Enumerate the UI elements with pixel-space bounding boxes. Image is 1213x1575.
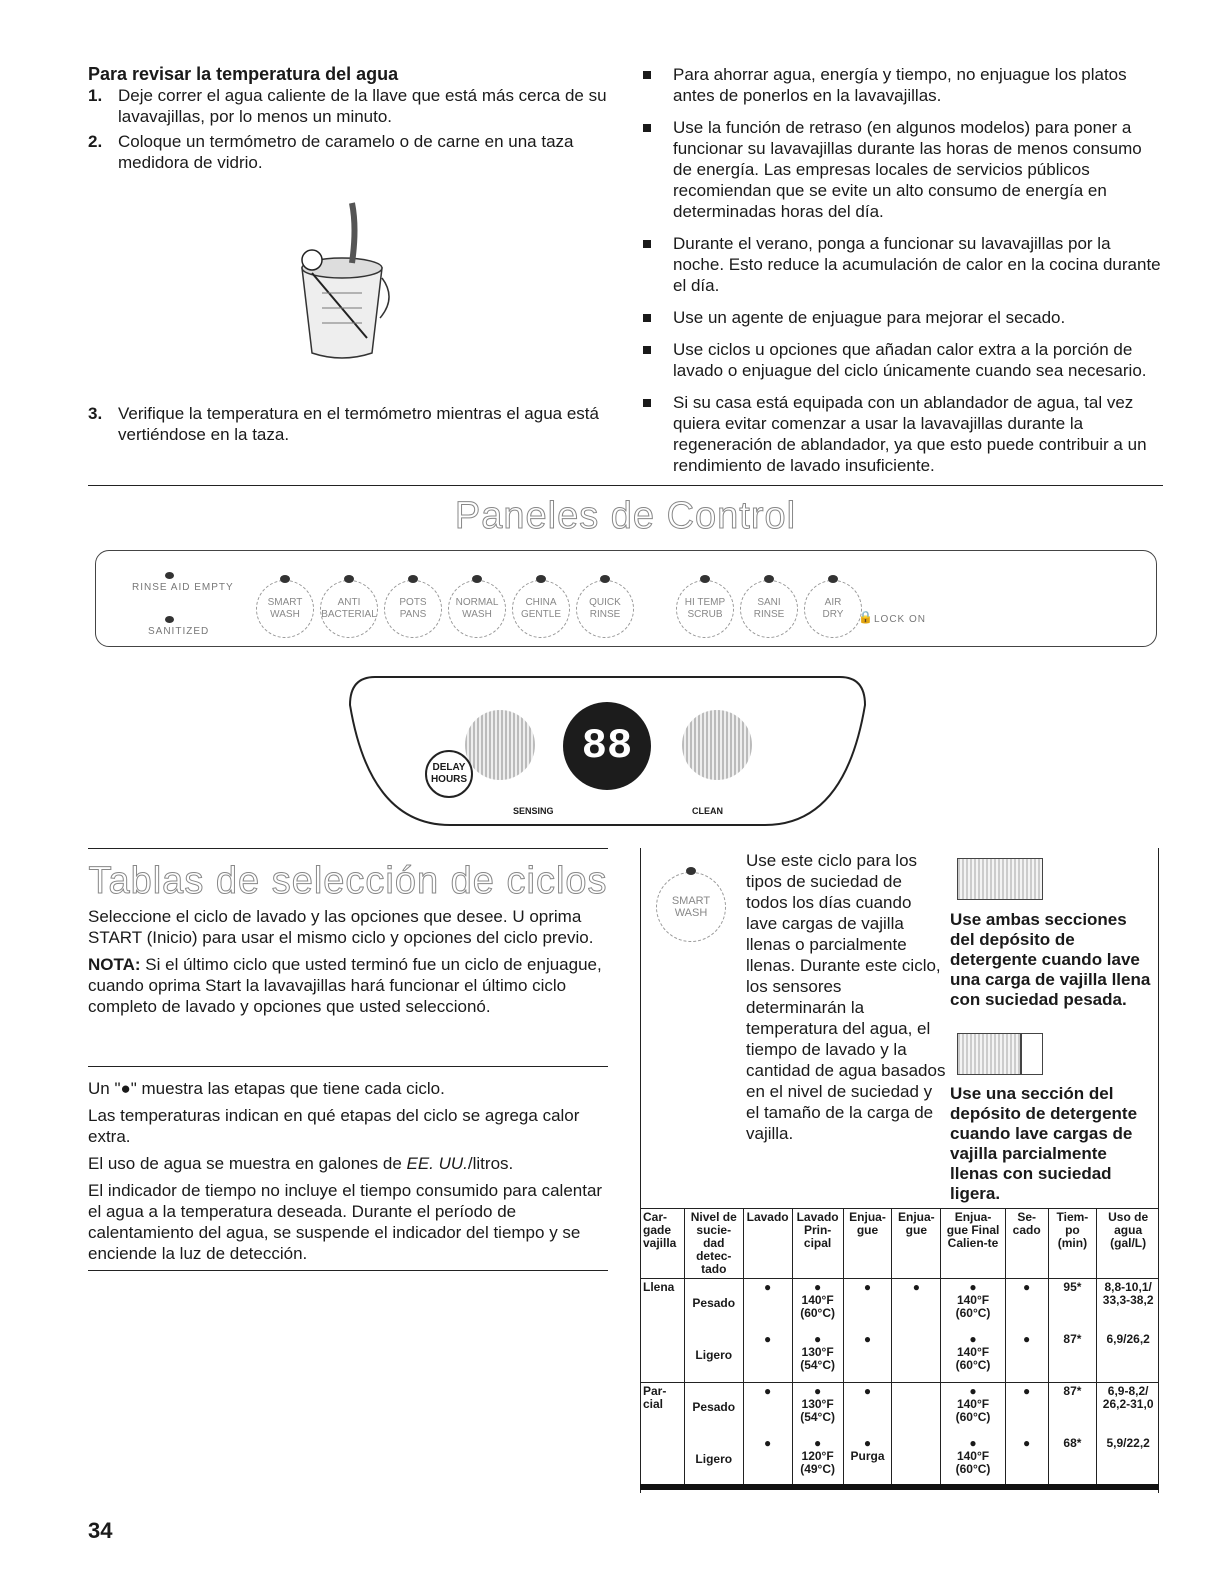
- lock-icon: 🔒: [858, 610, 873, 624]
- cancel-button[interactable]: [682, 710, 752, 780]
- cycle-tables-notes: Un "●" muestra las etapas que tiene cada ciclo. Las temperaturas indican en qué etapas del ciclo se agrega calor extra. El uso de agua se muestra en galones de EE. UU./litros. El indicador de tiempo no incluye el tiempo consumido para calentar el agua a la temperatura deseada. Durante el período de calentamiento del agua, se suspende el indicador del tiempo y se enciende la luz de detección.: [88, 1079, 603, 1263]
- one-section-note: Use una sección del depósito de detergente cuando lave cargas de vajilla parcialmente llenas con suciedad ligera.: [950, 1084, 1138, 1203]
- sanitized-label: SANITIZED: [148, 626, 210, 637]
- table-header-row: Car-gade vajilla Nivel de sucie-dad detec-tado Lavado Lavado Prin-cipal Enjua-gue Enjua-gue Enjua-gue Final Calien-te Se-cado Tiem-po (min) Uso de agua (gal/L): [640, 1209, 1159, 1279]
- tip-item: Use ciclos u opciones que añadan calor extra a la porción de lavado o enjuague del ciclo únicamente cuando sea necesario.: [637, 339, 1162, 381]
- step-1: 1. Deje correr el agua caliente de la llave que está más cerca de su lavavajillas, por lo menos un minuto.: [88, 86, 607, 126]
- normal-wash-button[interactable]: NORMAL WASH: [448, 580, 506, 638]
- lock-on-label: LOCK ON: [874, 614, 927, 625]
- step-3: 3. Verifique la temperatura en el termómetro mientras el agua está vertiéndose en la taza.: [88, 404, 599, 444]
- quick-rinse-button[interactable]: QUICK RINSE: [576, 580, 634, 638]
- cycle-table: [640, 1208, 1159, 1490]
- both-sections-note: Use ambas secciones del depósito de detergente cuando lave una carga de vajilla llena con suciedad pesada.: [950, 910, 1151, 1009]
- divider: [88, 1270, 608, 1271]
- clean-label: CLEAN: [692, 806, 723, 816]
- detergent-one-icon: [957, 1033, 1021, 1075]
- tip-item: Si su casa está equipada con un ablandador de agua, tal vez quiera evitar comenzar a usar la lavavajillas durante la regeneración de ablandador, ya que esto puede contribuir a un rendimiento de lavado insuficiente.: [637, 392, 1162, 476]
- sensing-label: SENSING: [513, 806, 554, 816]
- hi-temp-scrub-button[interactable]: HI TEMP SCRUB: [676, 580, 734, 638]
- divider: [88, 1066, 608, 1067]
- rinse-aid-indicator: [165, 572, 174, 579]
- step-2: 2. Coloque un termómetro de caramelo o de carne en una taza medidora de vidrio.: [88, 132, 574, 172]
- nota: NOTA: Si el último ciclo que usted terminó fue un ciclo de enjuague, cuando oprima Start la lavavajillas hará funcionar el último ciclo completo de lavado y opciones que usted seleccionó.: [88, 955, 602, 1016]
- detergent-both-icon: [957, 858, 1043, 900]
- sanitized-indicator: [165, 616, 174, 623]
- air-dry-button[interactable]: AIR DRY: [804, 580, 862, 638]
- tips-list: [637, 64, 1162, 487]
- control-panel-title: Paneles de Control: [454, 495, 797, 537]
- divider: [88, 848, 608, 849]
- water-temp-section: [88, 64, 608, 173]
- table-row: Llena Pesado ● ● 140°F (60°C) ● ● ● 140°F (60°C) ● 95* 8,8-10,1/ 33,3-38,2: [640, 1279, 1159, 1331]
- water-temp-heading: Para revisar la temperatura del agua: [88, 64, 399, 84]
- cycle-tables-title: Tablas de selección de ciclos: [88, 860, 608, 902]
- rinse-aid-label: RINSE AID EMPTY: [132, 582, 234, 593]
- thermometer-cup-illustration: [282, 198, 402, 363]
- detergent-cup-icon: [1021, 1033, 1043, 1075]
- cycle-tables-intro: Seleccione el ciclo de lavado y las opciones que desee. U oprima START (Inicio) para usar el mismo ciclo y opciones del ciclo previo. NOTA: Si el último ciclo que usted terminó fue un ciclo de enjuague, cuando oprima Start la lavavajillas hará funcionar el último ciclo completo de lavado y opciones que usted seleccionó.: [88, 906, 608, 1017]
- table-row: Ligero ● ● 130°F (54°C) ● ● 140°F (60°C) ● 87* 6,9/26,2: [640, 1331, 1159, 1383]
- start-button[interactable]: [465, 710, 535, 780]
- tip-item: Durante el verano, ponga a funcionar su lavavajillas por la noche. Esto reduce la acumulación de calor en la cocina durante el día.: [637, 233, 1162, 296]
- sani-rinse-button[interactable]: SANI RINSE: [740, 580, 798, 638]
- divider: [88, 485, 1163, 486]
- china-gentle-button[interactable]: CHINA GENTLE: [512, 580, 570, 638]
- smart-wash-icon: SMART WASH: [656, 872, 726, 942]
- pots-pans-button[interactable]: POTS PANS: [384, 580, 442, 638]
- tip-item: Para ahorrar agua, energía y tiempo, no enjuague los platos antes de ponerlos en la lavavajillas.: [637, 64, 1162, 106]
- table-row: Ligero ● ● 120°F (49°C) ● Purga ● 140°F (60°C) ● 68* 5,9/22,2: [640, 1435, 1159, 1487]
- smart-wash-button[interactable]: SMART WASH: [256, 580, 314, 638]
- anti-bacterial-button[interactable]: ANTI BACTERIAL: [320, 580, 378, 638]
- delay-hours-button[interactable]: DELAY HOURS: [425, 750, 473, 798]
- page-number: 34: [88, 1518, 113, 1543]
- table-row: Par-cial Pesado ● ● 130°F (54°C) ● ● 140°F (60°C) ● 87* 6,9-8,2/ 26,2-31,0: [640, 1383, 1159, 1435]
- smart-wash-description: Use este ciclo para los tipos de suciedad de todos los días cuando lave cargas de vajilla llenas o parcialmente llenas. Durante este ciclo, los sensores determinarán la temperatura del agua, el tiempo de lavado y la cantidad de agua basados en el nivel de suciedad y el tamaño de la carga de vajilla.: [746, 851, 946, 1143]
- digital-display: 88: [563, 702, 651, 790]
- tip-item: Use la función de retraso (en algunos modelos) para poner a funcionar su lavavajillas durante las horas de menos consumo de energía. Las empresas locales de servicios públicos recomiendan que se evite un alto consumo de energía en determinadas horas del día.: [637, 117, 1162, 222]
- tip-item: Use un agente de enjuague para mejorar el secado.: [637, 307, 1162, 328]
